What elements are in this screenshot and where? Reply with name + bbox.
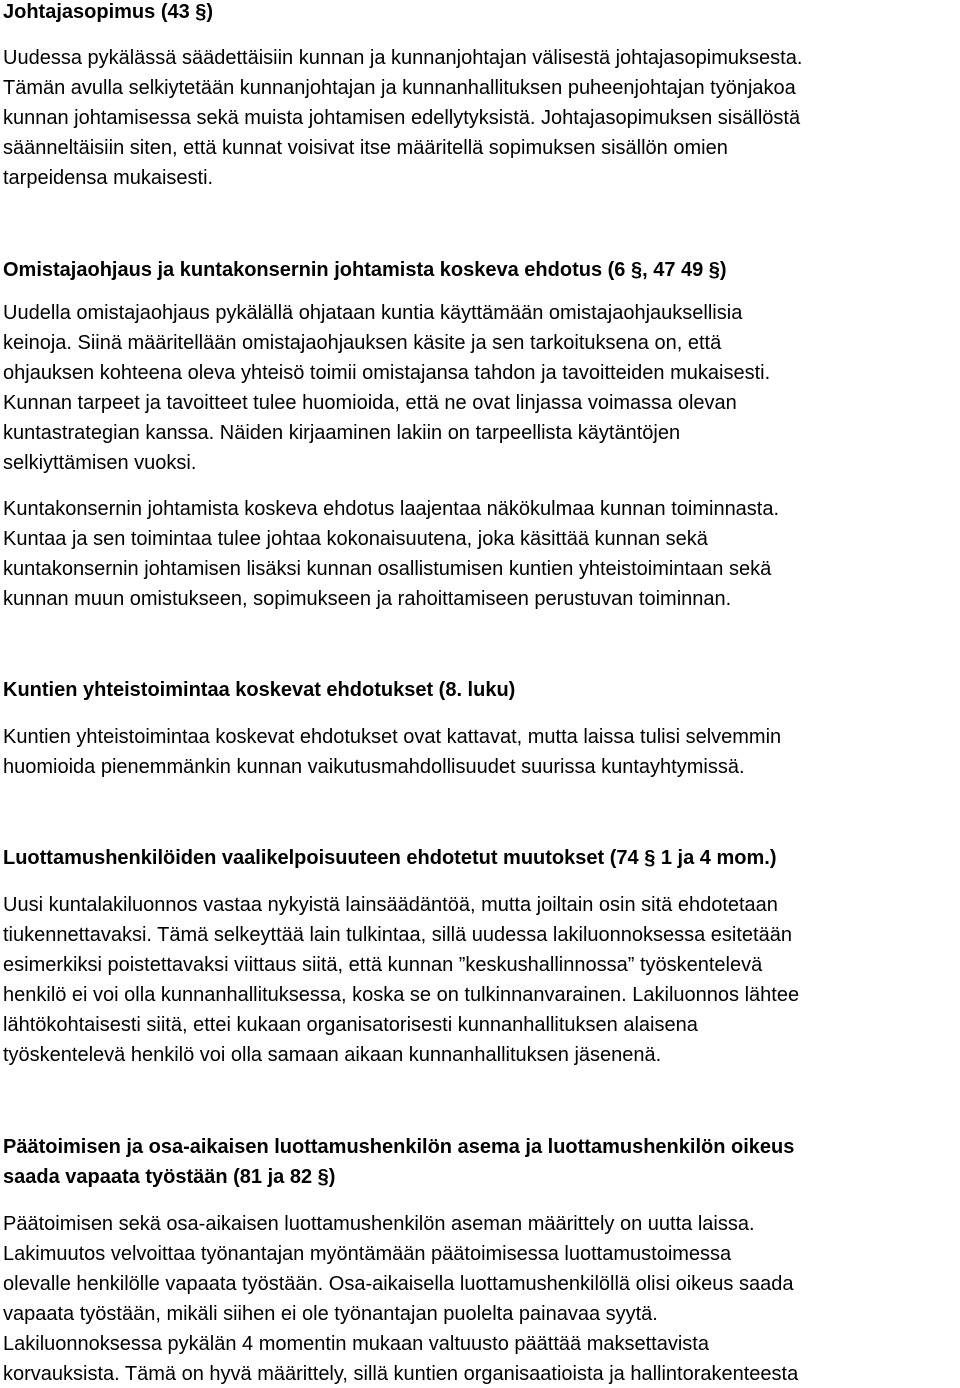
text-line: kunnan muun omistukseen, sopimukseen ja rahoittamiseen perustuvan toiminnan. xyxy=(3,588,732,610)
paragraph-omistajaohjaus xyxy=(3,298,958,478)
text-line: tarpeidensa mukaisesti. xyxy=(3,167,214,189)
text-line: Lakimuutos velvoittaa työnantajan myöntämään päätoimisessa luottamustoimessa xyxy=(3,1243,732,1265)
text-line: olevalle henkilölle vapaata työstään. Osa-aikaisella luottamushenkilöllä olisi oikeus saada xyxy=(3,1273,794,1295)
text-line: vapaata työstään, mikäli siihen ei ole työnantajan puolelta painavaa syytä. xyxy=(3,1303,658,1325)
text-line: Kuntien yhteistoimintaa koskevat ehdotukset ovat kattavat, mutta laissa tulisi selvemmin xyxy=(3,726,782,748)
text-line: lähtökohtaisesti siitä, ettei kukaan organisatorisesti kunnanhallituksen alaisena xyxy=(3,1014,698,1036)
text-line: selkiyttämisen vuoksi. xyxy=(3,452,197,474)
text-line: Kuntaa ja sen toimintaa tulee johtaa kokonaisuutena, joka käsittää kunnan sekä xyxy=(3,528,708,550)
text-line: työskentelevä henkilö voi olla samaan aikaan kunnanhallituksen jäsenenä. xyxy=(3,1044,662,1066)
paragraph-kuntakonserni xyxy=(3,494,958,614)
paragraph-johtajasopimus xyxy=(3,43,958,193)
text-line: Kunnan tarpeet ja tavoitteet tulee huomioida, että ne ovat linjassa voimassa olevan xyxy=(3,392,737,414)
text-line: huomioida pienemmänkin kunnan vaikutusmahdollisuudet suurissa kuntayhtymissä. xyxy=(3,756,745,778)
text-line: Uudessa pykälässä säädettäisiin kunnan ja kunnanjohtajan välisestä johtajasopimuksesta. xyxy=(3,47,803,69)
text-line: Kuntakonsernin johtamista koskeva ehdotus laajentaa näkökulmaa kunnan toiminnasta. xyxy=(3,498,780,520)
heading-line: Päätoimisen ja osa-aikaisen luottamushenkilön asema ja luottamushenkilön oikeus xyxy=(3,1136,795,1158)
text-line: kuntastrategian kanssa. Näiden kirjaaminen lakiin on tarpeellista käytäntöjen xyxy=(3,422,681,444)
section-heading-omistajaohjaus: Omistajaohjaus ja kuntakonsernin johtamista koskeva ehdotus (6 §, 47 49 §) xyxy=(3,259,727,281)
text-line: Uusi kuntalakiluonnos vastaa nykyistä lainsäädäntöä, mutta joiltain osin sitä ehdotetaan xyxy=(3,894,778,916)
paragraph-yhteistoiminta xyxy=(3,722,958,782)
paragraph-vaalikelpoisuus xyxy=(3,890,958,1070)
text-line: tiukennettavaksi. Tämä selkeyttää lain tulkintaa, sillä uudessa lakiluonnoksessa esitetään xyxy=(3,924,792,946)
text-line: Tämän avulla selkiytetään kunnanjohtajan ja kunnanhallituksen puheenjohtajan työnjakoa xyxy=(3,77,796,99)
text-line: ohjauksen kohteena oleva yhteisö toimii omistajansa tahdon ja tavoitteiden mukaisesti. xyxy=(3,362,771,384)
section-heading-johtajasopimus: Johtajasopimus (43 §) xyxy=(3,1,214,23)
section-heading-yhteistoiminta: Kuntien yhteistoimintaa koskevat ehdotukset (8. luku) xyxy=(3,679,516,701)
text-line: keinoja. Siinä määritellään omistajaohjauksen käsite ja sen tarkoituksena on, että xyxy=(3,332,722,354)
text-line: Lakiluonnoksessa pykälän 4 momentin mukaan valtuusto päättää maksettavista xyxy=(3,1333,709,1355)
text-line: kuntakonsernin johtamisen lisäksi kunnan osallistumisen kuntien yhteistoimintaan sekä xyxy=(3,558,772,580)
text-line: esimerkiksi poistettavaksi viittaus siitä, että kunnan ”keskushallinnossa” työskentelevä xyxy=(3,954,763,976)
text-line: kunnan johtamisessa sekä muista johtamisen edellytyksistä. Johtajasopimuksen sisällöstä xyxy=(3,107,801,129)
text-line: Uudella omistajaohjaus pykälällä ohjataan kuntia käyttämään omistajaohjauksellisia xyxy=(3,302,743,324)
text-line: korvauksista. Tämä on hyvä määrittely, sillä kuntien organisaatioista ja hallintorakenteesta xyxy=(3,1363,799,1385)
text-line: säänneltäisiin siten, että kunnat voisivat itse määritellä sopimuksen sisällön omien xyxy=(3,137,728,159)
section-heading-luottamushenkilon-asema xyxy=(3,1132,958,1192)
text-line: henkilö ei voi olla kunnanhallituksessa, koska se on tulkinnanvarainen. Lakiluonnos lähtee xyxy=(3,984,800,1006)
section-heading-vaalikelpoisuus: Luottamushenkilöiden vaalikelpoisuuteen ehdotetut muutokset (74 § 1 ja 4 mom.) xyxy=(3,847,777,869)
paragraph-luottamushenkilon-asema xyxy=(3,1209,958,1388)
heading-line: saada vapaata työstään (81 ja 82 §) xyxy=(3,1166,336,1188)
text-line: Päätoimisen sekä osa-aikaisen luottamushenkilön aseman määrittely on uutta laissa. xyxy=(3,1213,755,1235)
